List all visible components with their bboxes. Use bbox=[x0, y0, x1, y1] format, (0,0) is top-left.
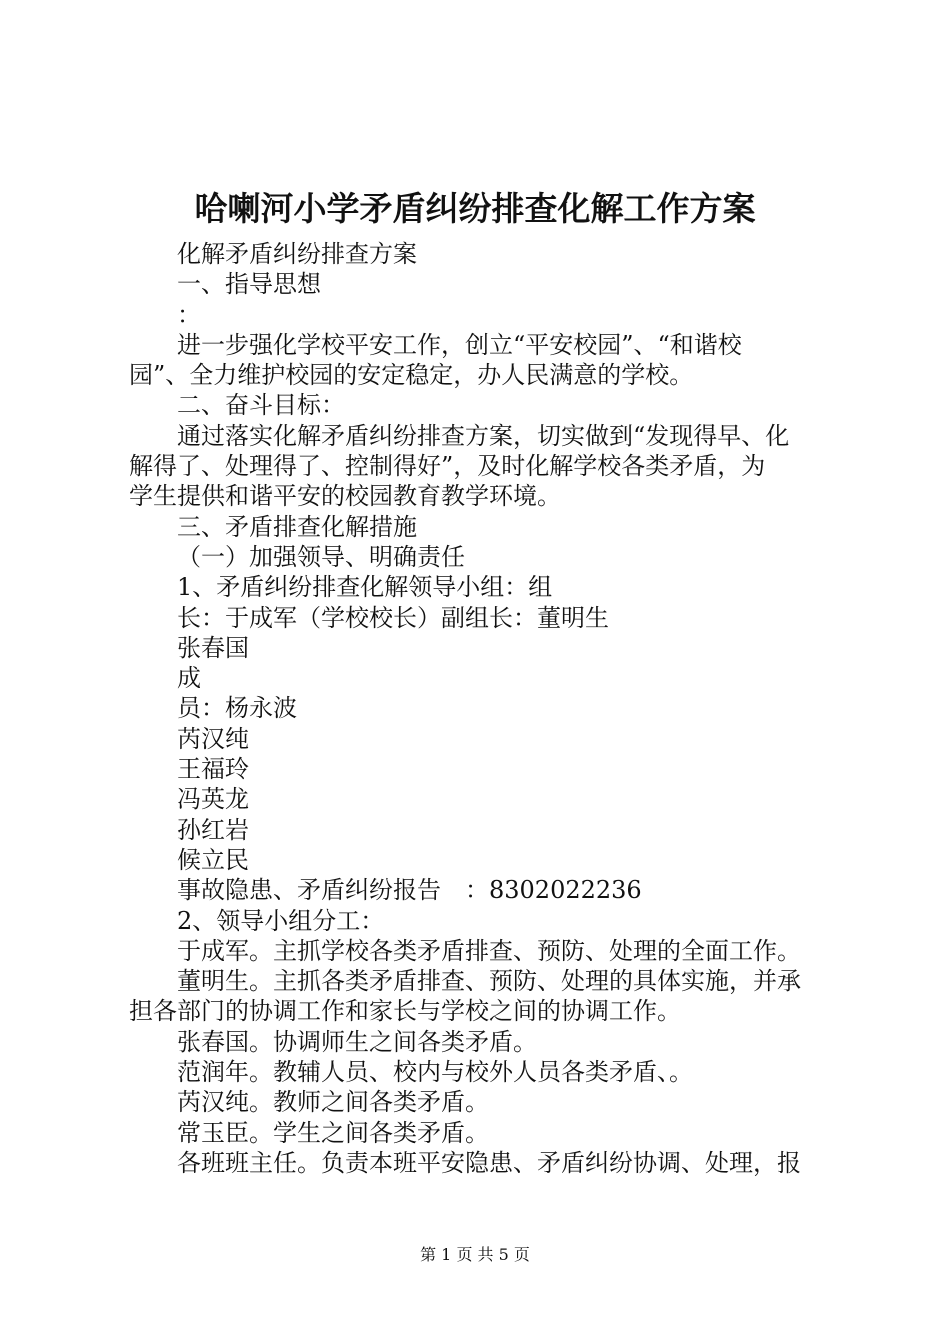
body-line: 张春国。协调师生之间各类矛盾。 bbox=[177, 1027, 537, 1056]
body-line: 学生提供和谐平安的校园教育教学环境。 bbox=[129, 482, 561, 511]
body-line: 三、矛盾排查化解措施 bbox=[177, 512, 417, 541]
page-footer: 第 1 页 共 5 页 bbox=[420, 1245, 530, 1264]
body-line: 事故隐患、矛盾纠纷报告 ：8302022236 bbox=[177, 876, 642, 905]
body-line: 一、指导思想 bbox=[177, 270, 321, 299]
body-line: 二、奋斗目标： bbox=[177, 391, 345, 420]
body-line: 进一步强化学校平安工作，创立“平安校园”、“和谐校 bbox=[177, 330, 742, 359]
document-body bbox=[129, 239, 839, 1178]
body-line: 董明生。主抓各类矛盾排查、预防、处理的具体实施，并承 bbox=[177, 967, 801, 996]
body-line: 芮汉纯。教师之间各类矛盾。 bbox=[177, 1088, 489, 1117]
body-line: 2、领导小组分工： bbox=[177, 906, 385, 935]
body-line: 化解矛盾纠纷排查方案 bbox=[177, 240, 417, 268]
body-line: 冯英龙 bbox=[177, 785, 249, 814]
body-line: 解得了、处理得了、控制得好”，及时化解学校各类矛盾，为 bbox=[129, 452, 766, 481]
body-line: 王福玲 bbox=[177, 755, 249, 784]
body-line: 范润年。教辅人员、校内与校外人员各类矛盾、。 bbox=[177, 1058, 693, 1087]
body-line: 张春国 bbox=[177, 633, 249, 662]
body-line: 成 bbox=[177, 664, 201, 693]
body-line: 各班班主任。负责本班平安隐患、矛盾纠纷协调、处理，报 bbox=[177, 1148, 801, 1177]
body-line: 通过落实化解矛盾纠纷排查方案，切实做到“发现得早、化 bbox=[177, 421, 790, 450]
body-line: 长：于成军（学校校长）副组长：董明生 bbox=[177, 603, 609, 632]
body-line: 候立民 bbox=[177, 845, 249, 874]
body-line: 于成军。主抓学校各类矛盾排查、预防、处理的全面工作。 bbox=[177, 936, 801, 965]
document-title: 哈喇河小学矛盾纠纷排查化解工作方案 bbox=[194, 189, 756, 228]
body-line: ： bbox=[177, 300, 201, 329]
body-line: 员：杨永波 bbox=[177, 694, 297, 723]
body-line: 1、矛盾纠纷排查化解领导小组：组 bbox=[177, 573, 553, 602]
body-line: （一）加强领导、明确责任 bbox=[177, 542, 465, 571]
body-line: 孙红岩 bbox=[177, 815, 249, 844]
body-line: 担各部门的协调工作和家长与学校之间的协调工作。 bbox=[129, 997, 681, 1026]
body-line: 园”、全力维护校园的安定稳定，办人民满意的学校。 bbox=[129, 361, 694, 390]
body-line: 芮汉纯 bbox=[177, 724, 249, 753]
body-line: 常玉臣。学生之间各类矛盾。 bbox=[177, 1118, 489, 1147]
